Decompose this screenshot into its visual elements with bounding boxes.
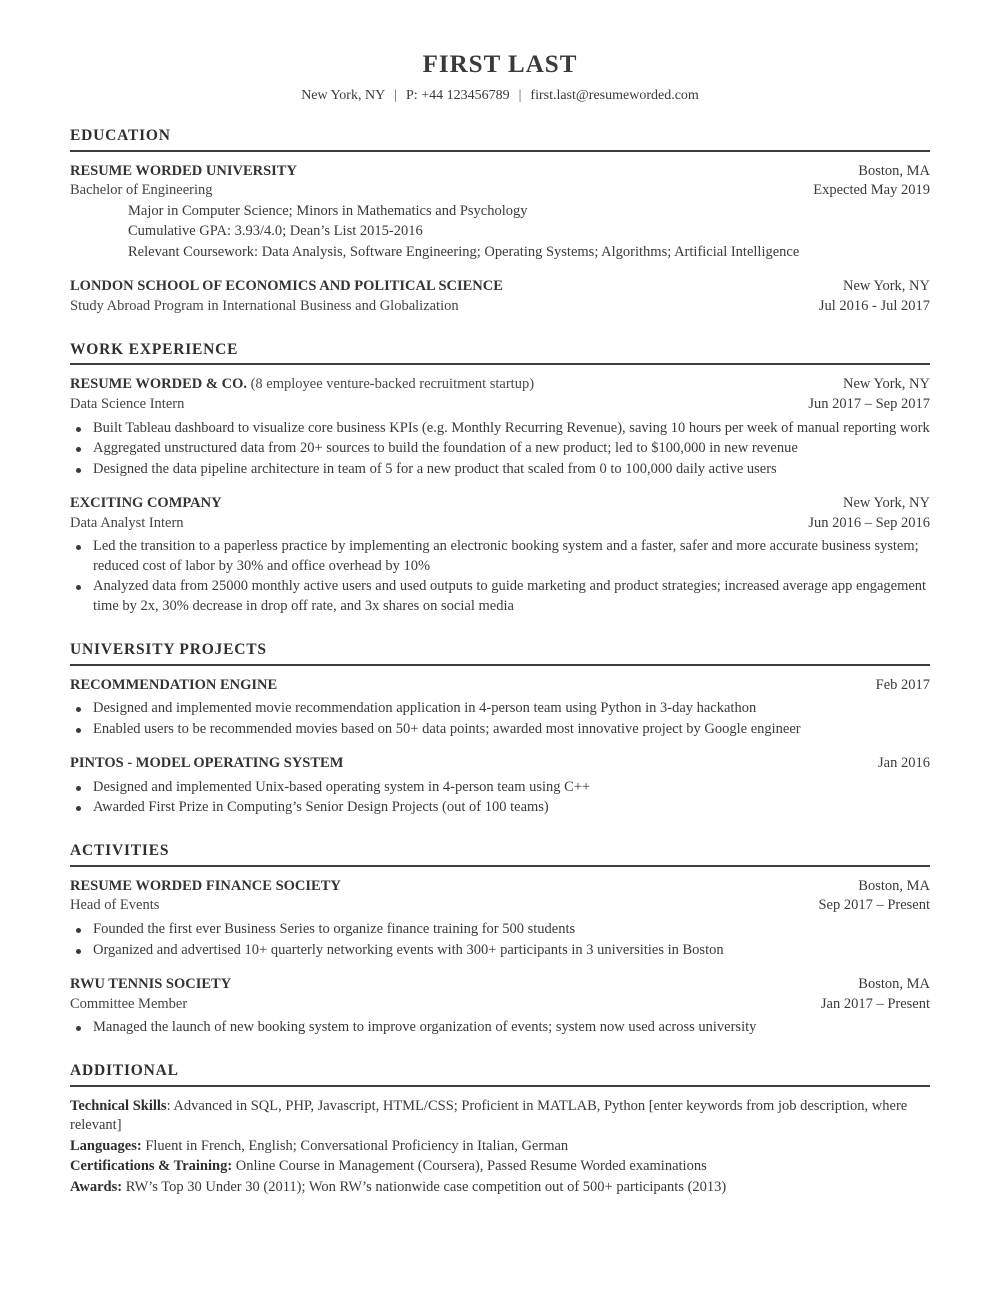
bullet-text: Managed the launch of new booking system to improve organization of events; system now used across university [93, 1019, 757, 1036]
education-entry [70, 277, 930, 316]
bullet-item [70, 699, 930, 719]
section-heading-additional: ADDITIONAL [70, 1061, 930, 1087]
graduation-date: Expected May 2019 [813, 182, 930, 199]
bullet-item [70, 720, 930, 740]
section-university-projects [70, 640, 930, 818]
detail-line: Cumulative GPA: 3.93/4.0; Dean’s List 2015-2016 [128, 223, 423, 240]
program: Study Abroad Program in International Business and Globalization [70, 297, 459, 314]
section-education [70, 126, 930, 317]
bullet-icon [76, 786, 81, 791]
resume-header [70, 48, 930, 106]
work-entry [70, 494, 930, 616]
project-date: Feb 2017 [875, 676, 930, 693]
program-dates: Jul 2016 - Jul 2017 [818, 297, 930, 314]
additional-label: Certifications & Training: [70, 1158, 233, 1175]
contact-email: first.last@resumeworded.com [530, 87, 699, 103]
entry-title-row [70, 162, 930, 182]
section-heading-activities: ACTIVITIES [70, 841, 930, 867]
degree: Bachelor of Engineering [70, 182, 213, 199]
bullet-list [70, 537, 930, 616]
project-name: PINTOS - MODEL OPERATING SYSTEM [70, 755, 344, 772]
bullet-icon [76, 728, 81, 733]
bullet-icon [76, 427, 81, 432]
bullet-item [70, 419, 930, 439]
section-work-experience [70, 340, 930, 617]
bullet-item [70, 920, 930, 940]
section-activities [70, 841, 930, 1038]
activity-entry [70, 975, 930, 1038]
bullet-icon [76, 949, 81, 954]
section-additional [70, 1061, 930, 1198]
bullet-item [70, 941, 930, 961]
bullet-icon [76, 447, 81, 452]
work-entry [70, 375, 930, 479]
bullet-icon [76, 928, 81, 933]
bullet-icon [76, 585, 81, 590]
project-entry [70, 754, 930, 818]
bullet-text: Designed the data pipeline architecture in team of 5 for a new product that scaled from 0 to 100,000 daily active users [93, 460, 777, 477]
entry-subtitle-row [70, 395, 930, 415]
bullet-list [70, 699, 930, 739]
job-title: Data Analyst Intern [70, 514, 184, 531]
bullet-text: Aggregated unstructured data from 20+ sources to build the foundation of a new product; led to $100,000 in new revenue [93, 440, 798, 457]
bullet-item [70, 537, 930, 576]
detail-line: Major in Computer Science; Minors in Mathematics and Psychology [128, 202, 528, 219]
organization-location: Boston, MA [858, 976, 930, 993]
bullet-item [70, 460, 930, 480]
bullet-text: Led the transition to a paperless practice by implementing an electronic booking system and a faster, safer and more accurate business system; reduced cost of labor by 30% and office overhead by 10% [93, 538, 919, 574]
candidate-name: FIRST LAST [422, 51, 578, 78]
additional-label: Awards: [70, 1178, 123, 1195]
bullet-text: Designed and implemented movie recommendation application in 4-person team using Python in 3-day hackathon [93, 700, 757, 717]
company-name: EXCITING COMPANY [70, 495, 222, 512]
contact-phone: P: +44 123456789 [406, 87, 510, 103]
company-location: New York, NY [842, 376, 930, 393]
additional-text: : Advanced in SQL, PHP, Javascript, HTML/CSS; Proficient in MATLAB, Python [enter keywords from job description, where relevant] [70, 1097, 908, 1134]
bullet-item [70, 798, 930, 818]
bullet-text: Built Tableau dashboard to visualize core business KPIs (e.g. Monthly Recurring Revenue), saving 10 hours per week of manual reporting work [93, 419, 930, 436]
role-title: Committee Member [70, 995, 188, 1012]
additional-text: Online Course in Management (Coursera), Passed Resume Worded examinations [232, 1158, 707, 1175]
entry-title-row [70, 754, 930, 774]
education-details [128, 202, 930, 263]
bullet-item [70, 778, 930, 798]
additional-text: RW’s Top 30 Under 30 (2011); Won RW’s nationwide case competition out of 500+ participants (2013) [122, 1178, 727, 1195]
project-entry [70, 676, 930, 740]
company-name: RESUME WORDED & CO. [70, 376, 247, 393]
school-location: New York, NY [842, 278, 930, 295]
company-description: (8 employee venture-backed recruitment startup) [246, 376, 535, 393]
project-name: RECOMMENDATION ENGINE [70, 676, 278, 693]
bullet-text: Enabled users to be recommended movies based on 50+ data points; awarded most innovative project by Google engineer [93, 720, 801, 737]
bullet-icon [76, 468, 81, 473]
entry-title-row [70, 975, 930, 995]
job-title: Data Science Intern [70, 395, 185, 412]
entry-title-row [70, 277, 930, 297]
activity-entry [70, 877, 930, 960]
job-dates: Jun 2017 – Sep 2017 [808, 395, 930, 412]
organization-location: Boston, MA [858, 877, 930, 894]
bullet-text: Awarded First Prize in Computing’s Senior Design Projects (out of 100 teams) [93, 799, 549, 816]
section-heading-education: EDUCATION [70, 126, 930, 152]
bullet-list [70, 419, 930, 480]
entry-subtitle-row [70, 297, 930, 317]
school-name: RESUME WORDED UNIVERSITY [70, 162, 297, 179]
contact-line [70, 87, 930, 106]
section-heading-projects: UNIVERSITY PROJECTS [70, 640, 930, 666]
entry-title-row [70, 375, 930, 395]
entry-subtitle-row [70, 181, 930, 201]
role-title: Head of Events [70, 897, 160, 914]
organization-name: RESUME WORDED FINANCE SOCIETY [70, 877, 341, 894]
bullet-icon [76, 1026, 81, 1031]
entry-subtitle-row [70, 896, 930, 916]
bullet-text: Organized and advertised 10+ quarterly networking events with 300+ participants in 3 universities in Boston [93, 941, 724, 958]
bullet-list [70, 778, 930, 818]
bullet-icon [76, 806, 81, 811]
bullet-list [70, 920, 930, 960]
bullet-icon [76, 545, 81, 550]
bullet-text: Founded the first ever Business Series to organize finance training for 500 students [93, 920, 576, 937]
contact-location: New York, NY [301, 87, 386, 103]
company-line [70, 375, 534, 395]
bullet-text: Designed and implemented Unix-based operating system in 4-person team using C++ [93, 778, 591, 795]
bullet-text: Analyzed data from 25000 monthly active users and used outputs to guide marketing and product strategies; increased average app engagement time by 2x, 30% decrease in drop off rate, and 3x shares on social media [93, 578, 927, 615]
contact-separator: | [394, 87, 398, 103]
bullet-list [70, 1018, 930, 1038]
detail-line: Relevant Coursework: Data Analysis, Software Engineering; Operating Systems; Algorithms; Artificial Intelligence [128, 243, 800, 260]
role-dates: Jan 2017 – Present [820, 995, 930, 1012]
bullet-item [70, 439, 930, 459]
contact-separator: | [518, 87, 522, 103]
school-name: LONDON SCHOOL OF ECONOMICS AND POLITICAL SCIENCE [70, 278, 503, 295]
entry-subtitle-row [70, 995, 930, 1015]
education-entry [70, 162, 930, 263]
role-dates: Sep 2017 – Present [818, 897, 930, 914]
school-location: Boston, MA [858, 162, 930, 179]
additional-line-certifications [70, 1157, 930, 1177]
entry-subtitle-row [70, 514, 930, 534]
additional-line-technical-skills [70, 1097, 930, 1136]
additional-text: Fluent in French, English; Conversational Proficiency in Italian, German [141, 1137, 569, 1154]
organization-name: RWU TENNIS SOCIETY [70, 976, 232, 993]
company-location: New York, NY [842, 495, 930, 512]
project-date: Jan 2016 [878, 755, 930, 772]
additional-line-languages [70, 1137, 930, 1157]
additional-label: Languages: [70, 1137, 142, 1154]
section-heading-work: WORK EXPERIENCE [70, 340, 930, 366]
bullet-icon [76, 707, 81, 712]
additional-label: Technical Skills [70, 1097, 167, 1114]
bullet-item [70, 1018, 930, 1038]
bullet-item [70, 577, 930, 616]
additional-line-awards [70, 1178, 930, 1198]
job-dates: Jun 2016 – Sep 2016 [808, 514, 930, 531]
entry-title-row [70, 676, 930, 696]
entry-title-row [70, 877, 930, 897]
entry-title-row [70, 494, 930, 514]
